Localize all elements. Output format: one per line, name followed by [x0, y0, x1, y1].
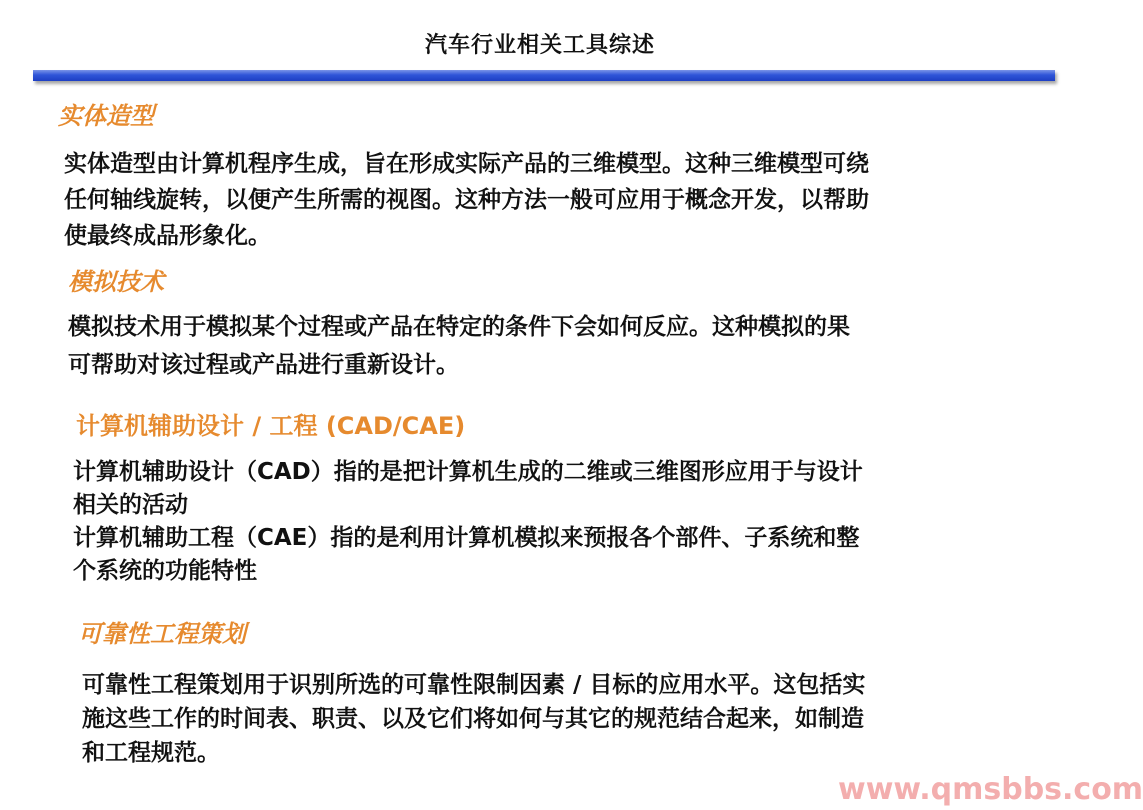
paragraph-line: 可靠性工程策划用于识别所选的可靠性限制因素 / 目标的应用水平。这包括实: [82, 672, 866, 698]
paragraph-line: 模拟技术用于模拟某个过程或产品在特定的条件下会如何反应。这种模拟的果: [68, 314, 850, 340]
slide-title: 汽车行业相关工具综述: [424, 33, 655, 58]
paragraph-line: 实体造型由计算机程序生成，旨在形成实际产品的三维模型。这种三维模型可绕: [64, 151, 869, 177]
paragraph-line: 可帮助对该过程或产品进行重新设计。: [68, 352, 459, 378]
paragraph-simulation: [68, 308, 850, 384]
paragraph-line: 使最终成品形象化。: [64, 223, 271, 249]
watermark-url: www.qmsbbs.com: [838, 772, 1143, 807]
paragraph-line: 和工程规范。: [82, 740, 220, 766]
heading-cad-cae: 计算机辅助设计 / 工程 (CAD/CAE): [76, 412, 466, 440]
paragraph-line: 相关的活动: [73, 492, 188, 518]
paragraph-line: 个系统的功能特性: [73, 558, 257, 584]
paragraph-reliability-planning: [82, 668, 865, 770]
title-divider-bar: [33, 70, 1055, 81]
paragraph-cad-cae: [73, 456, 863, 588]
paragraph-line: 计算机辅助设计（CAD）指的是把计算机生成的二维或三维图形应用于与设计: [73, 459, 863, 485]
paragraph-line: 施这些工作的时间表、职责、以及它们将如何与其它的规范结合起来，如制造: [82, 706, 864, 732]
heading-simulation: 模拟技术: [68, 268, 164, 296]
paragraph-line: 计算机辅助工程（CAE）指的是利用计算机模拟来预报各个部件、子系统和整: [73, 525, 860, 551]
heading-solid-modeling: 实体造型: [58, 102, 154, 130]
heading-reliability-planning: 可靠性工程策划: [78, 620, 246, 648]
paragraph-solid-modeling: [64, 146, 869, 254]
paragraph-line: 任何轴线旋转，以便产生所需的视图。这种方法一般可应用于概念开发，以帮助: [64, 187, 869, 213]
